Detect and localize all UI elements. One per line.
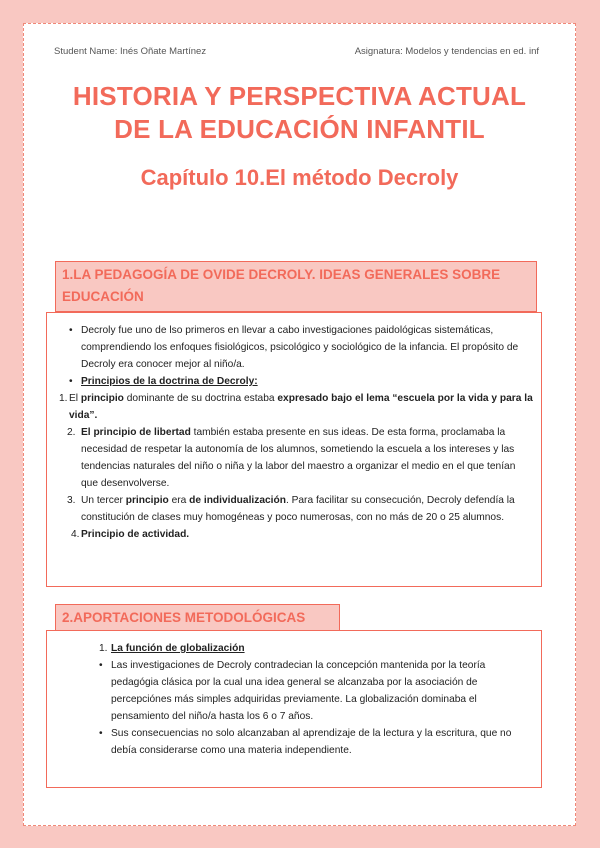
section-1-bullet-1 [47,322,541,373]
item-number: 1. [59,393,68,404]
item-bold: El principio de libertad [81,427,191,438]
chapter-title: Capítulo 10.El método Decroly [140,165,459,190]
section-2-box [46,630,542,788]
item-text: dominante de su doctrina estaba [123,393,278,404]
item-bold: Principio de actividad. [81,529,190,540]
item-text: era [168,495,190,506]
bullet-text: Decroly fue uno de lso primeros en llevar a cabo investigaciones paidológicas sistemáticas, comprendiendo los enfoques fisiológicos, psicológico y sociológico de la infancia. El propósito de Decroly era conocer mejor al niño/a. [81,325,519,370]
item-bold: de individualización [189,495,286,506]
section-2-item-1 [47,640,541,657]
item-text: Un tercer [81,495,126,506]
item-bold: principio [80,393,124,404]
item-number: 4. [71,529,80,540]
section-2-bullet-1 [47,657,541,725]
item-text: . Para facilitar su consecución, Decroly defendía la constitución de clases muy homogéneas y poco numerosas, con no más de 20 o 25 alumnos. [81,495,515,523]
item-text: también estaba presente en sus ideas. De esta forma, proclamaba la necesidad de respetar la autonomía de los alumnos, sometiendo la escuela a los intereses y las tendencias naturales del niño o niña y la labor del maestro a organizar el medio en el que tenían que desenvolverse. [81,427,516,489]
bullet-marker: • [69,376,73,387]
section-1-bullet-2 [47,373,541,390]
header-meta [54,46,539,57]
bullet-text: Las investigaciones de Decroly contradecian la concepción mantenida por la teoría pedagógia clásica por la cual una idea general se alcanzaba por la asociación de percepciónes más simples adquiridas previamente. La globalización dominaba el pensamiento del niño/a hasta los 6 o 7 años. [111,660,486,722]
item-text: El [69,393,81,404]
item-number: 3. [67,495,76,506]
section-1-heading-line-2: EDUCACIÓN [62,289,144,304]
student-name: Student Name: Inés Oñate Martínez [54,46,207,57]
section-1-heading [55,261,537,312]
bullet-text: Sus consecuencias no solo alcanzaban al aprendizaje de la lectura y la escritura, que no debía considerarse como una materia independiente. [111,728,512,756]
section-1-item-3 [47,492,541,526]
section-2-heading-text: 2.APORTACIONES METODOLÓGICAS [62,610,306,625]
title-line-1: HISTORIA Y PERSPECTIVA ACTUAL [72,81,527,111]
section-1-item-2 [47,424,541,492]
subject-name: Asignatura: Modelos y tendencias en ed. inf [354,46,539,57]
section-1-box [46,312,542,587]
page-title [24,80,575,146]
section-2-bullet-2 [47,725,541,759]
section-1-heading-line-1: 1.LA PEDAGOGÍA DE OVIDE DECROLY. IDEAS GENERALES SOBRE [62,267,501,282]
item-number: 2. [67,427,76,438]
section-1-item-4 [47,526,541,543]
section-1-item-1 [47,390,541,424]
item-number: 1. [99,643,108,654]
item-bold: expresado bajo el lema “escuela por la vida y para la vida”. [69,393,533,421]
bullet-marker: • [99,728,103,739]
bullet-text: Principios de la doctrina de Decroly: [81,376,258,387]
bullet-marker: • [69,325,73,336]
bullet-marker: • [99,660,103,671]
title-line-2: DE LA EDUCACIÓN INFANTIL [114,114,485,144]
item-bold: principio [125,495,169,506]
page [23,23,576,826]
section-2-heading [55,604,340,631]
item-text: La función de globalización [111,643,245,654]
